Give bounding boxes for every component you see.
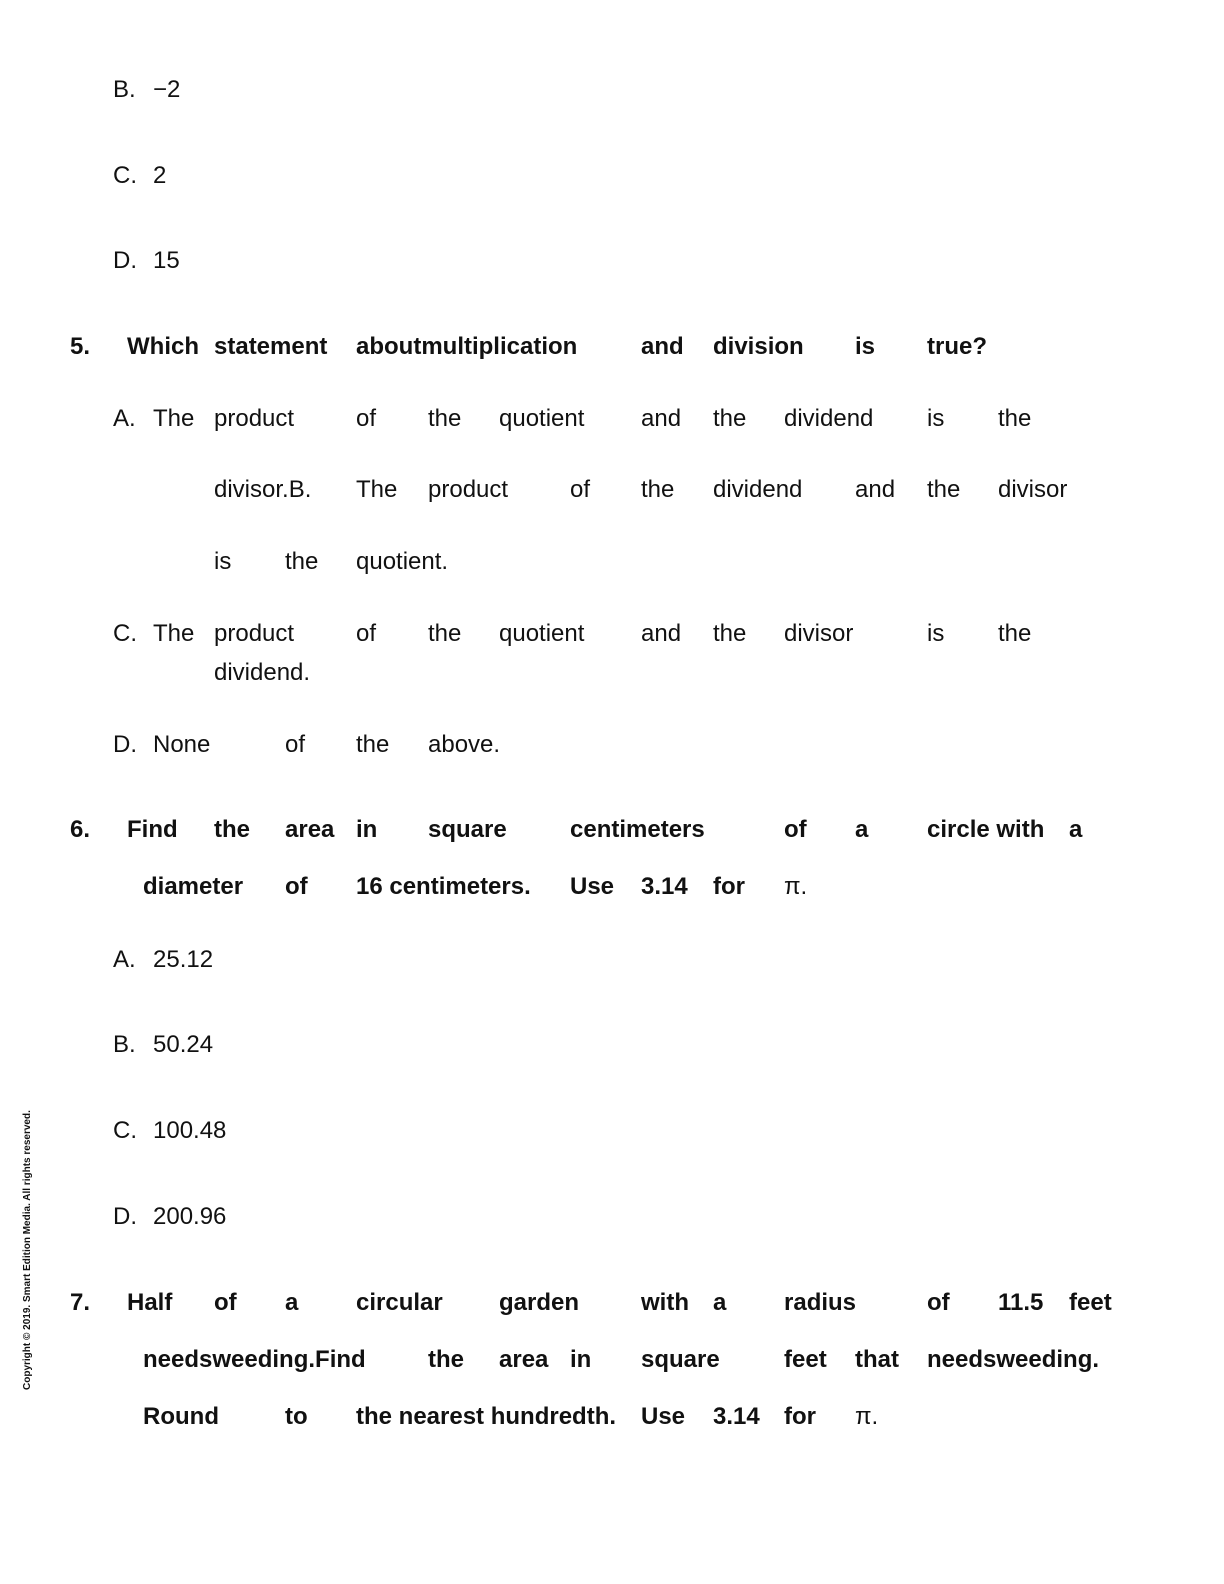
q5-option-d-letter: D. [113,731,137,758]
question-6-word: in [356,816,378,843]
question-7-word: area [499,1346,549,1373]
q5-option-a-letter: A. [113,405,136,432]
q6-option-a-text: 25.12 [153,946,214,973]
question-6-word: π. [784,873,808,900]
question-7-word: of [927,1289,950,1316]
q5-option-a-word: the [998,405,1032,432]
question-6-word: square [428,816,507,843]
question-7-word: that [855,1346,899,1373]
question-7-word: a [285,1289,299,1316]
question-7-word: needsweeding.Find [143,1346,366,1373]
q5-option-a-word: the [713,405,747,432]
q6-option-b-text: 50.24 [153,1031,214,1058]
q5-option-c-word: the [713,620,747,647]
question-6-word: a [1069,816,1083,843]
q5-option-b-word: divisor.B. [214,476,312,503]
question-6-word: diameter [143,873,244,900]
question-7-word: needsweeding. [927,1346,1100,1373]
q5-option-c-word: is [927,620,945,647]
q5-option-d-word: of [285,731,306,758]
q6-option-d-letter: D. [113,1203,137,1230]
option-b-text: −2 [153,76,181,103]
question-7-word: a [713,1289,727,1316]
option-d-text: 15 [153,247,180,274]
q5-option-a-word: dividend [784,405,874,432]
q5-option-c-word: of [356,620,377,647]
q5-option-a-word: is [927,405,945,432]
q5-option-c-word: and [641,620,682,647]
question-7-word: Half [127,1289,173,1316]
copyright-notice: Copyright © 2019. Smart Edition Media. All rights reserved. [22,1110,33,1390]
q5-option-b-word: the [927,476,961,503]
question-7-word: square [641,1346,720,1373]
q5-option-c-letter: C. [113,620,137,647]
q5-option-b-word: is [214,548,232,575]
question-7-word: with [641,1289,689,1316]
question-7-word: feet [1069,1289,1112,1316]
question-7-word: π. [855,1403,879,1430]
q5-option-a-word: product [214,405,295,432]
q5-option-c-word: the [428,620,462,647]
q6-option-c-text: 100.48 [153,1117,227,1144]
question-6-word: 16 centimeters. [356,873,531,900]
question-7-number: 7. [70,1289,91,1316]
question-6-word: the [214,816,250,843]
question-6-word: of [285,873,308,900]
q5-option-b-word: The [356,476,398,503]
q5-option-b-word: of [570,476,591,503]
question-6-word: circle with [927,816,1045,843]
question-5-word: is [855,333,876,360]
question-7-word: feet [784,1346,827,1373]
question-6-number: 6. [70,816,91,843]
option-c-letter: C. [113,162,137,189]
question-7-word: garden [499,1289,580,1316]
q5-option-b-word: dividend [713,476,803,503]
q5-option-a-word: and [641,405,682,432]
question-6-word: for [713,873,745,900]
q5-option-a-word: The [153,405,195,432]
q5-option-a-word: the [428,405,462,432]
question-5-word: statement [214,333,328,360]
q5-option-a-word: of [356,405,377,432]
question-7-word: Round [143,1403,219,1430]
question-6-word: Find [127,816,178,843]
option-b-letter: B. [113,76,136,103]
option-d-letter: D. [113,247,137,274]
question-7-word: Use [641,1403,686,1430]
question-5-number: 5. [70,333,91,360]
option-c-text: 2 [153,162,167,189]
q6-option-b-letter: B. [113,1031,136,1058]
q5-option-b-word: quotient. [356,548,449,575]
question-5-word: and [641,333,684,360]
question-6-word: centimeters [570,816,705,843]
question-7-word: to [285,1403,308,1430]
question-7-word: radius [784,1289,857,1316]
q5-option-b-word: the [285,548,319,575]
q5-option-d-word: above. [428,731,501,758]
q5-option-c-word: dividend. [214,659,311,686]
question-6-word: area [285,816,335,843]
q6-option-d-text: 200.96 [153,1203,227,1230]
question-7-word: the nearest hundredth. [356,1403,617,1430]
question-6-word: of [784,816,807,843]
q6-option-a-letter: A. [113,946,136,973]
q5-option-d-word: the [356,731,390,758]
question-6-word: Use [570,873,615,900]
q5-option-c-word: divisor [784,620,854,647]
q5-option-c-word: the [998,620,1032,647]
q5-option-b-word: and [855,476,896,503]
q5-option-a-word: quotient [499,405,585,432]
q5-option-b-word: the [641,476,675,503]
q5-option-d-word: None [153,731,211,758]
question-5-word: true? [927,333,987,360]
q5-option-c-word: quotient [499,620,585,647]
question-5-word: division [713,333,804,360]
q6-option-c-letter: C. [113,1117,137,1144]
q5-option-b-word: divisor [998,476,1068,503]
question-6-word: a [855,816,869,843]
question-7-word: in [570,1346,592,1373]
question-7-word: 3.14 [713,1403,760,1430]
question-7-word: 11.5 [998,1289,1044,1316]
question-5-word: Which [127,333,199,360]
question-7-word: of [214,1289,237,1316]
question-7-word: for [784,1403,816,1430]
question-7-word: circular [356,1289,443,1316]
question-7-word: the [428,1346,464,1373]
q5-option-c-word: The [153,620,195,647]
question-5-word: aboutmultiplication [356,333,578,360]
q5-option-c-word: product [214,620,295,647]
q5-option-b-word: product [428,476,509,503]
question-6-word: 3.14 [641,873,688,900]
